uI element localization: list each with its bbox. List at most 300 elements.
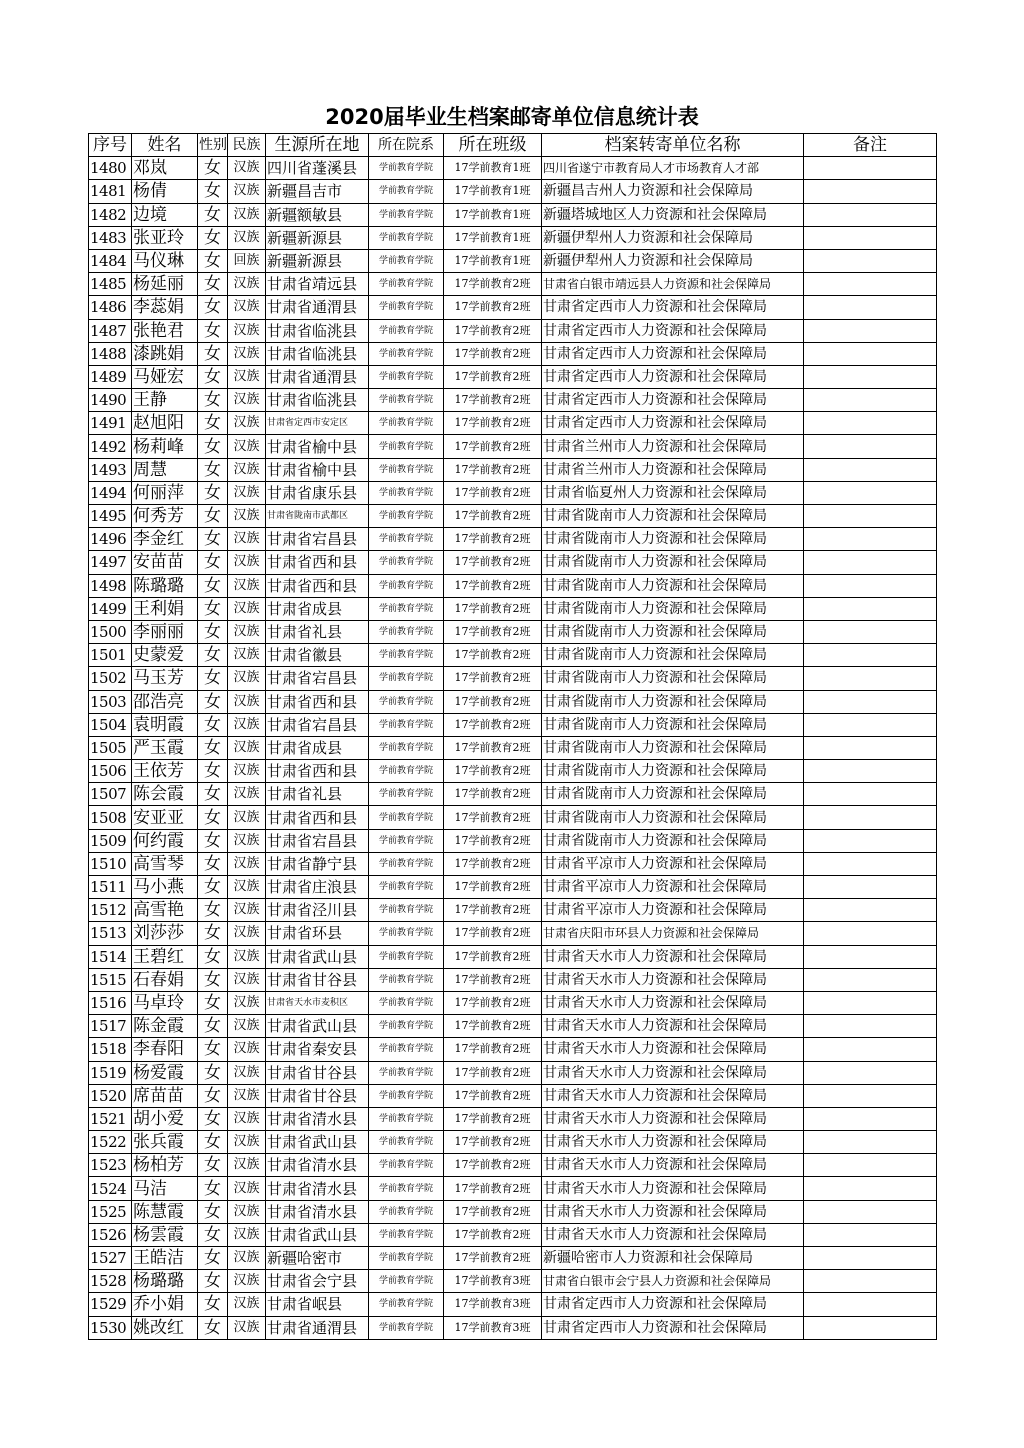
cell-unit: 甘肃省陇南市人力资源和社会保障局	[542, 574, 804, 597]
cell-ethnicity: 汉族	[228, 203, 266, 226]
cell-gender: 女	[198, 1154, 228, 1177]
cell-ethnicity: 汉族	[228, 412, 266, 435]
cell-department: 学前教育学院	[369, 1084, 444, 1107]
cell-no: 1513	[89, 922, 132, 945]
table-row	[89, 319, 937, 342]
table-row	[89, 389, 937, 412]
cell-name: 张兵霞	[132, 1131, 198, 1154]
cell-gender: 女	[198, 365, 228, 388]
cell-name: 赵旭阳	[132, 412, 198, 435]
cell-ethnicity: 汉族	[228, 1107, 266, 1130]
cell-ethnicity: 汉族	[228, 1270, 266, 1293]
table-row	[89, 1154, 937, 1177]
cell-note	[804, 180, 937, 203]
cell-class: 17学前教育2班	[444, 667, 542, 690]
cell-class: 17学前教育2班	[444, 736, 542, 759]
cell-unit: 甘肃省陇南市人力资源和社会保障局	[542, 783, 804, 806]
cell-origin: 甘肃省通渭县	[266, 365, 369, 388]
cell-name: 马娅宏	[132, 365, 198, 388]
cell-name: 姚改红	[132, 1316, 198, 1339]
cell-origin: 甘肃省临洮县	[266, 319, 369, 342]
cell-note	[804, 829, 937, 852]
cell-ethnicity: 汉族	[228, 713, 266, 736]
cell-class: 17学前教育2班	[444, 783, 542, 806]
cell-department: 学前教育学院	[369, 435, 444, 458]
cell-origin: 甘肃省秦安县	[266, 1038, 369, 1061]
cell-note	[804, 1015, 937, 1038]
cell-ethnicity: 汉族	[228, 968, 266, 991]
cell-name: 高雪艳	[132, 899, 198, 922]
table-row	[89, 1200, 937, 1223]
cell-gender: 女	[198, 783, 228, 806]
cell-note	[804, 922, 937, 945]
cell-origin: 新疆哈密市	[266, 1247, 369, 1270]
cell-ethnicity: 汉族	[228, 1177, 266, 1200]
cell-ethnicity: 汉族	[228, 574, 266, 597]
cell-department: 学前教育学院	[369, 365, 444, 388]
cell-class: 17学前教育2班	[444, 644, 542, 667]
cell-gender: 女	[198, 945, 228, 968]
cell-gender: 女	[198, 574, 228, 597]
cell-unit: 新疆伊犁州人力资源和社会保障局	[542, 249, 804, 272]
cell-origin: 甘肃省清水县	[266, 1107, 369, 1130]
cell-class: 17学前教育2班	[444, 991, 542, 1014]
cell-unit: 甘肃省定西市人力资源和社会保障局	[542, 1293, 804, 1316]
header-origin: 生源所在地	[266, 134, 369, 157]
cell-no: 1512	[89, 899, 132, 922]
cell-department: 学前教育学院	[369, 829, 444, 852]
table-row	[89, 1293, 937, 1316]
table-row	[89, 342, 937, 365]
cell-class: 17学前教育2班	[444, 1107, 542, 1130]
cell-name: 刘莎莎	[132, 922, 198, 945]
cell-ethnicity: 汉族	[228, 226, 266, 249]
cell-origin: 甘肃省通渭县	[266, 1316, 369, 1339]
cell-note	[804, 481, 937, 504]
cell-no: 1515	[89, 968, 132, 991]
cell-no: 1481	[89, 180, 132, 203]
cell-origin: 新疆昌吉市	[266, 180, 369, 203]
cell-ethnicity: 汉族	[228, 505, 266, 528]
cell-origin: 甘肃省宕昌县	[266, 829, 369, 852]
cell-name: 席苗苗	[132, 1084, 198, 1107]
cell-no: 1501	[89, 644, 132, 667]
cell-origin: 甘肃省甘谷县	[266, 1061, 369, 1084]
table-row	[89, 458, 937, 481]
cell-unit: 甘肃省定西市人力资源和社会保障局	[542, 1316, 804, 1339]
cell-note	[804, 1177, 937, 1200]
cell-unit: 甘肃省陇南市人力资源和社会保障局	[542, 620, 804, 643]
cell-unit: 甘肃省陇南市人力资源和社会保障局	[542, 806, 804, 829]
cell-no: 1488	[89, 342, 132, 365]
cell-class: 17学前教育2班	[444, 1247, 542, 1270]
cell-no: 1509	[89, 829, 132, 852]
cell-name: 石春娟	[132, 968, 198, 991]
cell-unit: 甘肃省陇南市人力资源和社会保障局	[542, 644, 804, 667]
cell-class: 17学前教育2班	[444, 1084, 542, 1107]
header-no: 序号	[89, 134, 132, 157]
cell-department: 学前教育学院	[369, 1107, 444, 1130]
table-row	[89, 991, 937, 1014]
cell-gender: 女	[198, 644, 228, 667]
cell-department: 学前教育学院	[369, 342, 444, 365]
cell-department: 学前教育学院	[369, 389, 444, 412]
cell-note	[804, 1154, 937, 1177]
cell-class: 17学前教育2班	[444, 620, 542, 643]
cell-no: 1527	[89, 1247, 132, 1270]
cell-origin: 甘肃省泾川县	[266, 899, 369, 922]
cell-name: 邵浩亮	[132, 690, 198, 713]
cell-note	[804, 1270, 937, 1293]
cell-ethnicity: 汉族	[228, 389, 266, 412]
cell-note	[804, 319, 937, 342]
cell-no: 1522	[89, 1131, 132, 1154]
cell-note	[804, 620, 937, 643]
cell-department: 学前教育学院	[369, 922, 444, 945]
cell-no: 1529	[89, 1293, 132, 1316]
cell-unit: 甘肃省平凉市人力资源和社会保障局	[542, 899, 804, 922]
table-row	[89, 273, 937, 296]
table-row	[89, 412, 937, 435]
cell-note	[804, 667, 937, 690]
cell-origin: 甘肃省西和县	[266, 806, 369, 829]
cell-note	[804, 1316, 937, 1339]
table-row	[89, 597, 937, 620]
cell-ethnicity: 汉族	[228, 597, 266, 620]
cell-origin: 甘肃省武山县	[266, 1131, 369, 1154]
cell-origin: 甘肃省礼县	[266, 620, 369, 643]
cell-gender: 女	[198, 1293, 228, 1316]
cell-unit: 新疆伊犁州人力资源和社会保障局	[542, 226, 804, 249]
cell-unit: 甘肃省陇南市人力资源和社会保障局	[542, 505, 804, 528]
cell-no: 1524	[89, 1177, 132, 1200]
cell-note	[804, 505, 937, 528]
cell-no: 1530	[89, 1316, 132, 1339]
cell-class: 17学前教育2班	[444, 713, 542, 736]
table-row	[89, 876, 937, 899]
cell-class: 17学前教育2班	[444, 342, 542, 365]
cell-no: 1504	[89, 713, 132, 736]
cell-unit: 四川省遂宁市教育局人才市场教育人才部	[542, 157, 804, 180]
cell-ethnicity: 汉族	[228, 945, 266, 968]
cell-class: 17学前教育1班	[444, 180, 542, 203]
cell-gender: 女	[198, 528, 228, 551]
cell-gender: 女	[198, 829, 228, 852]
table-row	[89, 249, 937, 272]
cell-origin: 甘肃省康乐县	[266, 481, 369, 504]
cell-class: 17学前教育2班	[444, 829, 542, 852]
cell-gender: 女	[198, 319, 228, 342]
cell-name: 王皓洁	[132, 1247, 198, 1270]
table-row	[89, 620, 937, 643]
table-row	[89, 783, 937, 806]
cell-department: 学前教育学院	[369, 597, 444, 620]
cell-origin: 甘肃省清水县	[266, 1177, 369, 1200]
cell-gender: 女	[198, 203, 228, 226]
cell-unit: 甘肃省天水市人力资源和社会保障局	[542, 1084, 804, 1107]
cell-note	[804, 203, 937, 226]
cell-origin: 甘肃省临洮县	[266, 342, 369, 365]
table-row	[89, 1316, 937, 1339]
cell-ethnicity: 汉族	[228, 435, 266, 458]
cell-name: 马仪琳	[132, 249, 198, 272]
cell-class: 17学前教育2班	[444, 1131, 542, 1154]
cell-class: 17学前教育2班	[444, 1223, 542, 1246]
table-row	[89, 296, 937, 319]
cell-ethnicity: 汉族	[228, 342, 266, 365]
cell-gender: 女	[198, 736, 228, 759]
cell-unit: 甘肃省陇南市人力资源和社会保障局	[542, 528, 804, 551]
cell-class: 17学前教育2班	[444, 852, 542, 875]
cell-gender: 女	[198, 1200, 228, 1223]
cell-unit: 甘肃省平凉市人力资源和社会保障局	[542, 852, 804, 875]
cell-class: 17学前教育2班	[444, 365, 542, 388]
cell-name: 马小燕	[132, 876, 198, 899]
cell-name: 张艳君	[132, 319, 198, 342]
cell-ethnicity: 汉族	[228, 458, 266, 481]
cell-name: 严玉霞	[132, 736, 198, 759]
cell-class: 17学前教育3班	[444, 1270, 542, 1293]
cell-origin: 甘肃省甘谷县	[266, 968, 369, 991]
cell-gender: 女	[198, 806, 228, 829]
cell-unit: 甘肃省陇南市人力资源和社会保障局	[542, 690, 804, 713]
table-row	[89, 1223, 937, 1246]
cell-ethnicity: 汉族	[228, 1316, 266, 1339]
cell-gender: 女	[198, 551, 228, 574]
cell-note	[804, 760, 937, 783]
cell-unit: 新疆哈密市人力资源和社会保障局	[542, 1247, 804, 1270]
cell-no: 1523	[89, 1154, 132, 1177]
cell-name: 陈金霞	[132, 1015, 198, 1038]
cell-note	[804, 342, 937, 365]
cell-no: 1503	[89, 690, 132, 713]
cell-unit: 甘肃省陇南市人力资源和社会保障局	[542, 829, 804, 852]
cell-name: 杨爱霞	[132, 1061, 198, 1084]
cell-department: 学前教育学院	[369, 1061, 444, 1084]
cell-origin: 甘肃省清水县	[266, 1154, 369, 1177]
cell-note	[804, 713, 937, 736]
cell-note	[804, 1247, 937, 1270]
cell-unit: 甘肃省天水市人力资源和社会保障局	[542, 1154, 804, 1177]
header-gender: 性别	[198, 134, 228, 157]
cell-gender: 女	[198, 1316, 228, 1339]
cell-unit: 新疆塔城地区人力资源和社会保障局	[542, 203, 804, 226]
cell-name: 李春阳	[132, 1038, 198, 1061]
cell-name: 王利娟	[132, 597, 198, 620]
cell-department: 学前教育学院	[369, 180, 444, 203]
cell-class: 17学前教育2班	[444, 945, 542, 968]
cell-note	[804, 899, 937, 922]
cell-name: 邓岚	[132, 157, 198, 180]
table-row	[89, 226, 937, 249]
cell-gender: 女	[198, 620, 228, 643]
cell-name: 乔小娟	[132, 1293, 198, 1316]
cell-department: 学前教育学院	[369, 806, 444, 829]
cell-name: 李蕊娟	[132, 296, 198, 319]
cell-unit: 甘肃省定西市人力资源和社会保障局	[542, 365, 804, 388]
cell-class: 17学前教育1班	[444, 203, 542, 226]
cell-note	[804, 597, 937, 620]
cell-class: 17学前教育2班	[444, 1038, 542, 1061]
cell-unit: 甘肃省天水市人力资源和社会保障局	[542, 1200, 804, 1223]
cell-ethnicity: 汉族	[228, 273, 266, 296]
cell-no: 1497	[89, 551, 132, 574]
cell-gender: 女	[198, 1177, 228, 1200]
cell-department: 学前教育学院	[369, 226, 444, 249]
cell-ethnicity: 汉族	[228, 991, 266, 1014]
cell-class: 17学前教育2班	[444, 481, 542, 504]
cell-name: 胡小爱	[132, 1107, 198, 1130]
cell-unit: 甘肃省定西市人力资源和社会保障局	[542, 342, 804, 365]
cell-name: 杨延丽	[132, 273, 198, 296]
cell-ethnicity: 回族	[228, 249, 266, 272]
cell-note	[804, 273, 937, 296]
table-row	[89, 667, 937, 690]
cell-class: 17学前教育2班	[444, 574, 542, 597]
cell-class: 17学前教育2班	[444, 273, 542, 296]
table-row	[89, 899, 937, 922]
cell-class: 17学前教育1班	[444, 157, 542, 180]
cell-ethnicity: 汉族	[228, 551, 266, 574]
cell-gender: 女	[198, 273, 228, 296]
cell-note	[804, 249, 937, 272]
cell-name: 张亚玲	[132, 226, 198, 249]
table-row	[89, 528, 937, 551]
cell-no: 1516	[89, 991, 132, 1014]
cell-name: 何约霞	[132, 829, 198, 852]
cell-no: 1484	[89, 249, 132, 272]
cell-department: 学前教育学院	[369, 876, 444, 899]
header-name: 姓名	[132, 134, 198, 157]
cell-class: 17学前教育2班	[444, 296, 542, 319]
cell-class: 17学前教育2班	[444, 690, 542, 713]
cell-ethnicity: 汉族	[228, 1038, 266, 1061]
cell-unit: 甘肃省陇南市人力资源和社会保障局	[542, 551, 804, 574]
cell-gender: 女	[198, 597, 228, 620]
cell-gender: 女	[198, 1247, 228, 1270]
cell-ethnicity: 汉族	[228, 296, 266, 319]
cell-note	[804, 365, 937, 388]
cell-ethnicity: 汉族	[228, 876, 266, 899]
cell-name: 杨柏芳	[132, 1154, 198, 1177]
cell-gender: 女	[198, 180, 228, 203]
cell-note	[804, 1223, 937, 1246]
cell-gender: 女	[198, 899, 228, 922]
cell-class: 17学前教育2班	[444, 1177, 542, 1200]
table-row	[89, 1038, 937, 1061]
cell-note	[804, 991, 937, 1014]
table-row	[89, 1270, 937, 1293]
cell-origin: 甘肃省静宁县	[266, 852, 369, 875]
cell-ethnicity: 汉族	[228, 1154, 266, 1177]
cell-department: 学前教育学院	[369, 296, 444, 319]
table-row	[89, 1247, 937, 1270]
cell-department: 学前教育学院	[369, 690, 444, 713]
cell-no: 1519	[89, 1061, 132, 1084]
header-unit: 档案转寄单位名称	[542, 134, 804, 157]
cell-no: 1502	[89, 667, 132, 690]
table-row	[89, 505, 937, 528]
cell-no: 1494	[89, 481, 132, 504]
cell-no: 1486	[89, 296, 132, 319]
cell-class: 17学前教育2班	[444, 1200, 542, 1223]
cell-name: 何秀芳	[132, 505, 198, 528]
cell-name: 王静	[132, 389, 198, 412]
cell-unit: 甘肃省陇南市人力资源和社会保障局	[542, 760, 804, 783]
cell-name: 李金红	[132, 528, 198, 551]
cell-department: 学前教育学院	[369, 574, 444, 597]
cell-no: 1482	[89, 203, 132, 226]
cell-gender: 女	[198, 342, 228, 365]
cell-no: 1508	[89, 806, 132, 829]
cell-class: 17学前教育3班	[444, 1293, 542, 1316]
cell-unit: 甘肃省兰州市人力资源和社会保障局	[542, 435, 804, 458]
cell-unit: 甘肃省天水市人力资源和社会保障局	[542, 1015, 804, 1038]
table-row	[89, 481, 937, 504]
cell-department: 学前教育学院	[369, 412, 444, 435]
cell-ethnicity: 汉族	[228, 620, 266, 643]
cell-no: 1495	[89, 505, 132, 528]
cell-no: 1511	[89, 876, 132, 899]
cell-unit: 甘肃省定西市人力资源和社会保障局	[542, 319, 804, 342]
cell-unit: 甘肃省天水市人力资源和社会保障局	[542, 945, 804, 968]
cell-ethnicity: 汉族	[228, 1061, 266, 1084]
cell-gender: 女	[198, 968, 228, 991]
table-row	[89, 1131, 937, 1154]
cell-note	[804, 1131, 937, 1154]
cell-gender: 女	[198, 481, 228, 504]
cell-no: 1518	[89, 1038, 132, 1061]
table-row	[89, 1177, 937, 1200]
cell-department: 学前教育学院	[369, 319, 444, 342]
cell-note	[804, 945, 937, 968]
cell-gender: 女	[198, 157, 228, 180]
cell-no: 1506	[89, 760, 132, 783]
cell-unit: 甘肃省天水市人力资源和社会保障局	[542, 968, 804, 991]
table-row	[89, 713, 937, 736]
cell-ethnicity: 汉族	[228, 829, 266, 852]
cell-name: 王依芳	[132, 760, 198, 783]
cell-origin: 甘肃省武山县	[266, 1015, 369, 1038]
cell-class: 17学前教育2班	[444, 505, 542, 528]
cell-name: 马卓玲	[132, 991, 198, 1014]
cell-department: 学前教育学院	[369, 945, 444, 968]
cell-no: 1490	[89, 389, 132, 412]
cell-note	[804, 806, 937, 829]
cell-ethnicity: 汉族	[228, 319, 266, 342]
cell-origin: 甘肃省定西市安定区	[266, 412, 369, 435]
cell-department: 学前教育学院	[369, 620, 444, 643]
cell-department: 学前教育学院	[369, 760, 444, 783]
cell-unit: 甘肃省定西市人力资源和社会保障局	[542, 412, 804, 435]
cell-class: 17学前教育2班	[444, 458, 542, 481]
cell-ethnicity: 汉族	[228, 180, 266, 203]
cell-department: 学前教育学院	[369, 667, 444, 690]
table-row	[89, 435, 937, 458]
cell-ethnicity: 汉族	[228, 922, 266, 945]
cell-unit: 甘肃省天水市人力资源和社会保障局	[542, 991, 804, 1014]
table-row	[89, 690, 937, 713]
cell-origin: 甘肃省通渭县	[266, 296, 369, 319]
cell-department: 学前教育学院	[369, 1270, 444, 1293]
cell-origin: 甘肃省榆中县	[266, 458, 369, 481]
cell-department: 学前教育学院	[369, 644, 444, 667]
cell-note	[804, 1200, 937, 1223]
cell-origin: 甘肃省武山县	[266, 1223, 369, 1246]
table-row	[89, 551, 937, 574]
cell-department: 学前教育学院	[369, 1293, 444, 1316]
cell-origin: 甘肃省礼县	[266, 783, 369, 806]
